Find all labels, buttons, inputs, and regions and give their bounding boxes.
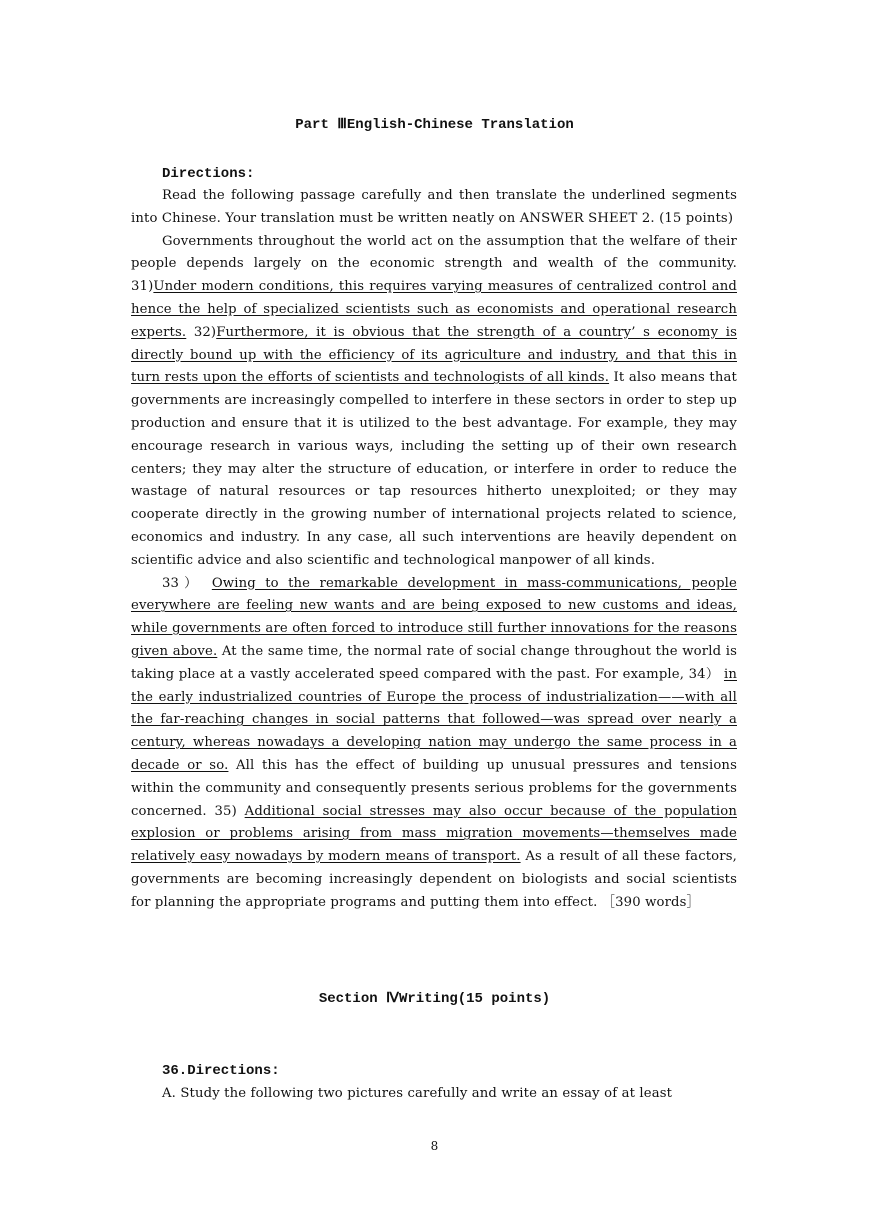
- passage-paragraph-2-middle: At the same time, the normal rate of social change throughout the world is taking place at a vastly accelerated speed compared with the past. For example, 34）: [131, 643, 738, 682]
- segment-34: in the early industrialized countries of Europe the process of industrialization——with all the far-reaching changes in social patterns that followed—was spread over nearly a century, whereas nowadays a developing nation may undergo the same process in a decade or so.: [131, 666, 737, 773]
- segment-32-number: 32): [186, 324, 217, 340]
- segment-35: Additional social stresses may also occur because of the population explosion or problems arising from mass migration movements—themselves made relatively easy nowadays by modern means of transport.: [131, 803, 737, 865]
- segment-31: Under modern conditions, this requires varying measures of centralized control and hence the help of specialized scientists such as economists and operational research experts.: [131, 279, 737, 340]
- passage-body: [131, 185, 737, 915]
- writing-item-a: A. Study the following two pictures carefully and write an essay of at least: [162, 1086, 673, 1101]
- directions-text: Read the following passage carefully and then translate the underlined segments into Chinese. Your translation must be written neatly on ANSWER SHEET 2. (15 points): [131, 188, 737, 226]
- section-title: Section ⅣWriting(15 points): [318, 991, 551, 1007]
- segment-33: Owing to the remarkable development in mass-communications, people everywhere are feeling new wants and are being exposed to new customs and ideas, while governments are often forced to introduce still further innovations for the reasons given above.: [131, 575, 738, 659]
- directions-label: Directions:: [162, 166, 255, 182]
- passage-intro: Governments throughout the world act on the assumption that the welfare of their people depends largely on the economic strength and wealth of the community. 31): [131, 233, 737, 295]
- passage-paragraph-2-end: As a result of all these factors, governments are becoming increasingly dependent on biologists and social scientists for planning the appropriate programs and putting them into effect. ［390 words］: [131, 849, 737, 910]
- passage-paragraph-2-after-34: All this has the effect of building up unusual pressures and tensions within the community and consequently presents serious problems for the governments concerned. 35): [131, 757, 737, 819]
- page-number: 8: [430, 1139, 439, 1153]
- writing-directions: [131, 1083, 737, 1106]
- segment-33-number: 33）: [162, 575, 212, 591]
- writing-directions-label: 36.Directions:: [162, 1063, 280, 1079]
- passage-paragraph-1-rest: It also means that governments are increasingly compelled to interfere in these sectors in order to step up production and ensure that it is utilized to the best advantage. For example, they may encourage research in various ways, including the setting up of their own research centers; they may alter the structure of education, or interfere in order to reduce the wastage of natural resources or tap resources hitherto unexploited; or they may cooperate directly in the growing number of international projects related to science, economics and industry. In any case, all such interventions are heavily dependent on scientific advice and also scientific and technological manpower of all kinds.: [131, 370, 737, 568]
- part-title: Part ⅢEnglish-Chinese Translation: [295, 117, 574, 133]
- passage-paragraph-2: [131, 573, 737, 915]
- passage-paragraph-1: [131, 231, 737, 573]
- segment-32: Furthermore, it is obvious that the strength of a country’ s economy is directly bound up with the efficiency of its agriculture and industry, and that this in turn rests upon the efforts of scientists and technologists of all kinds.: [131, 324, 738, 386]
